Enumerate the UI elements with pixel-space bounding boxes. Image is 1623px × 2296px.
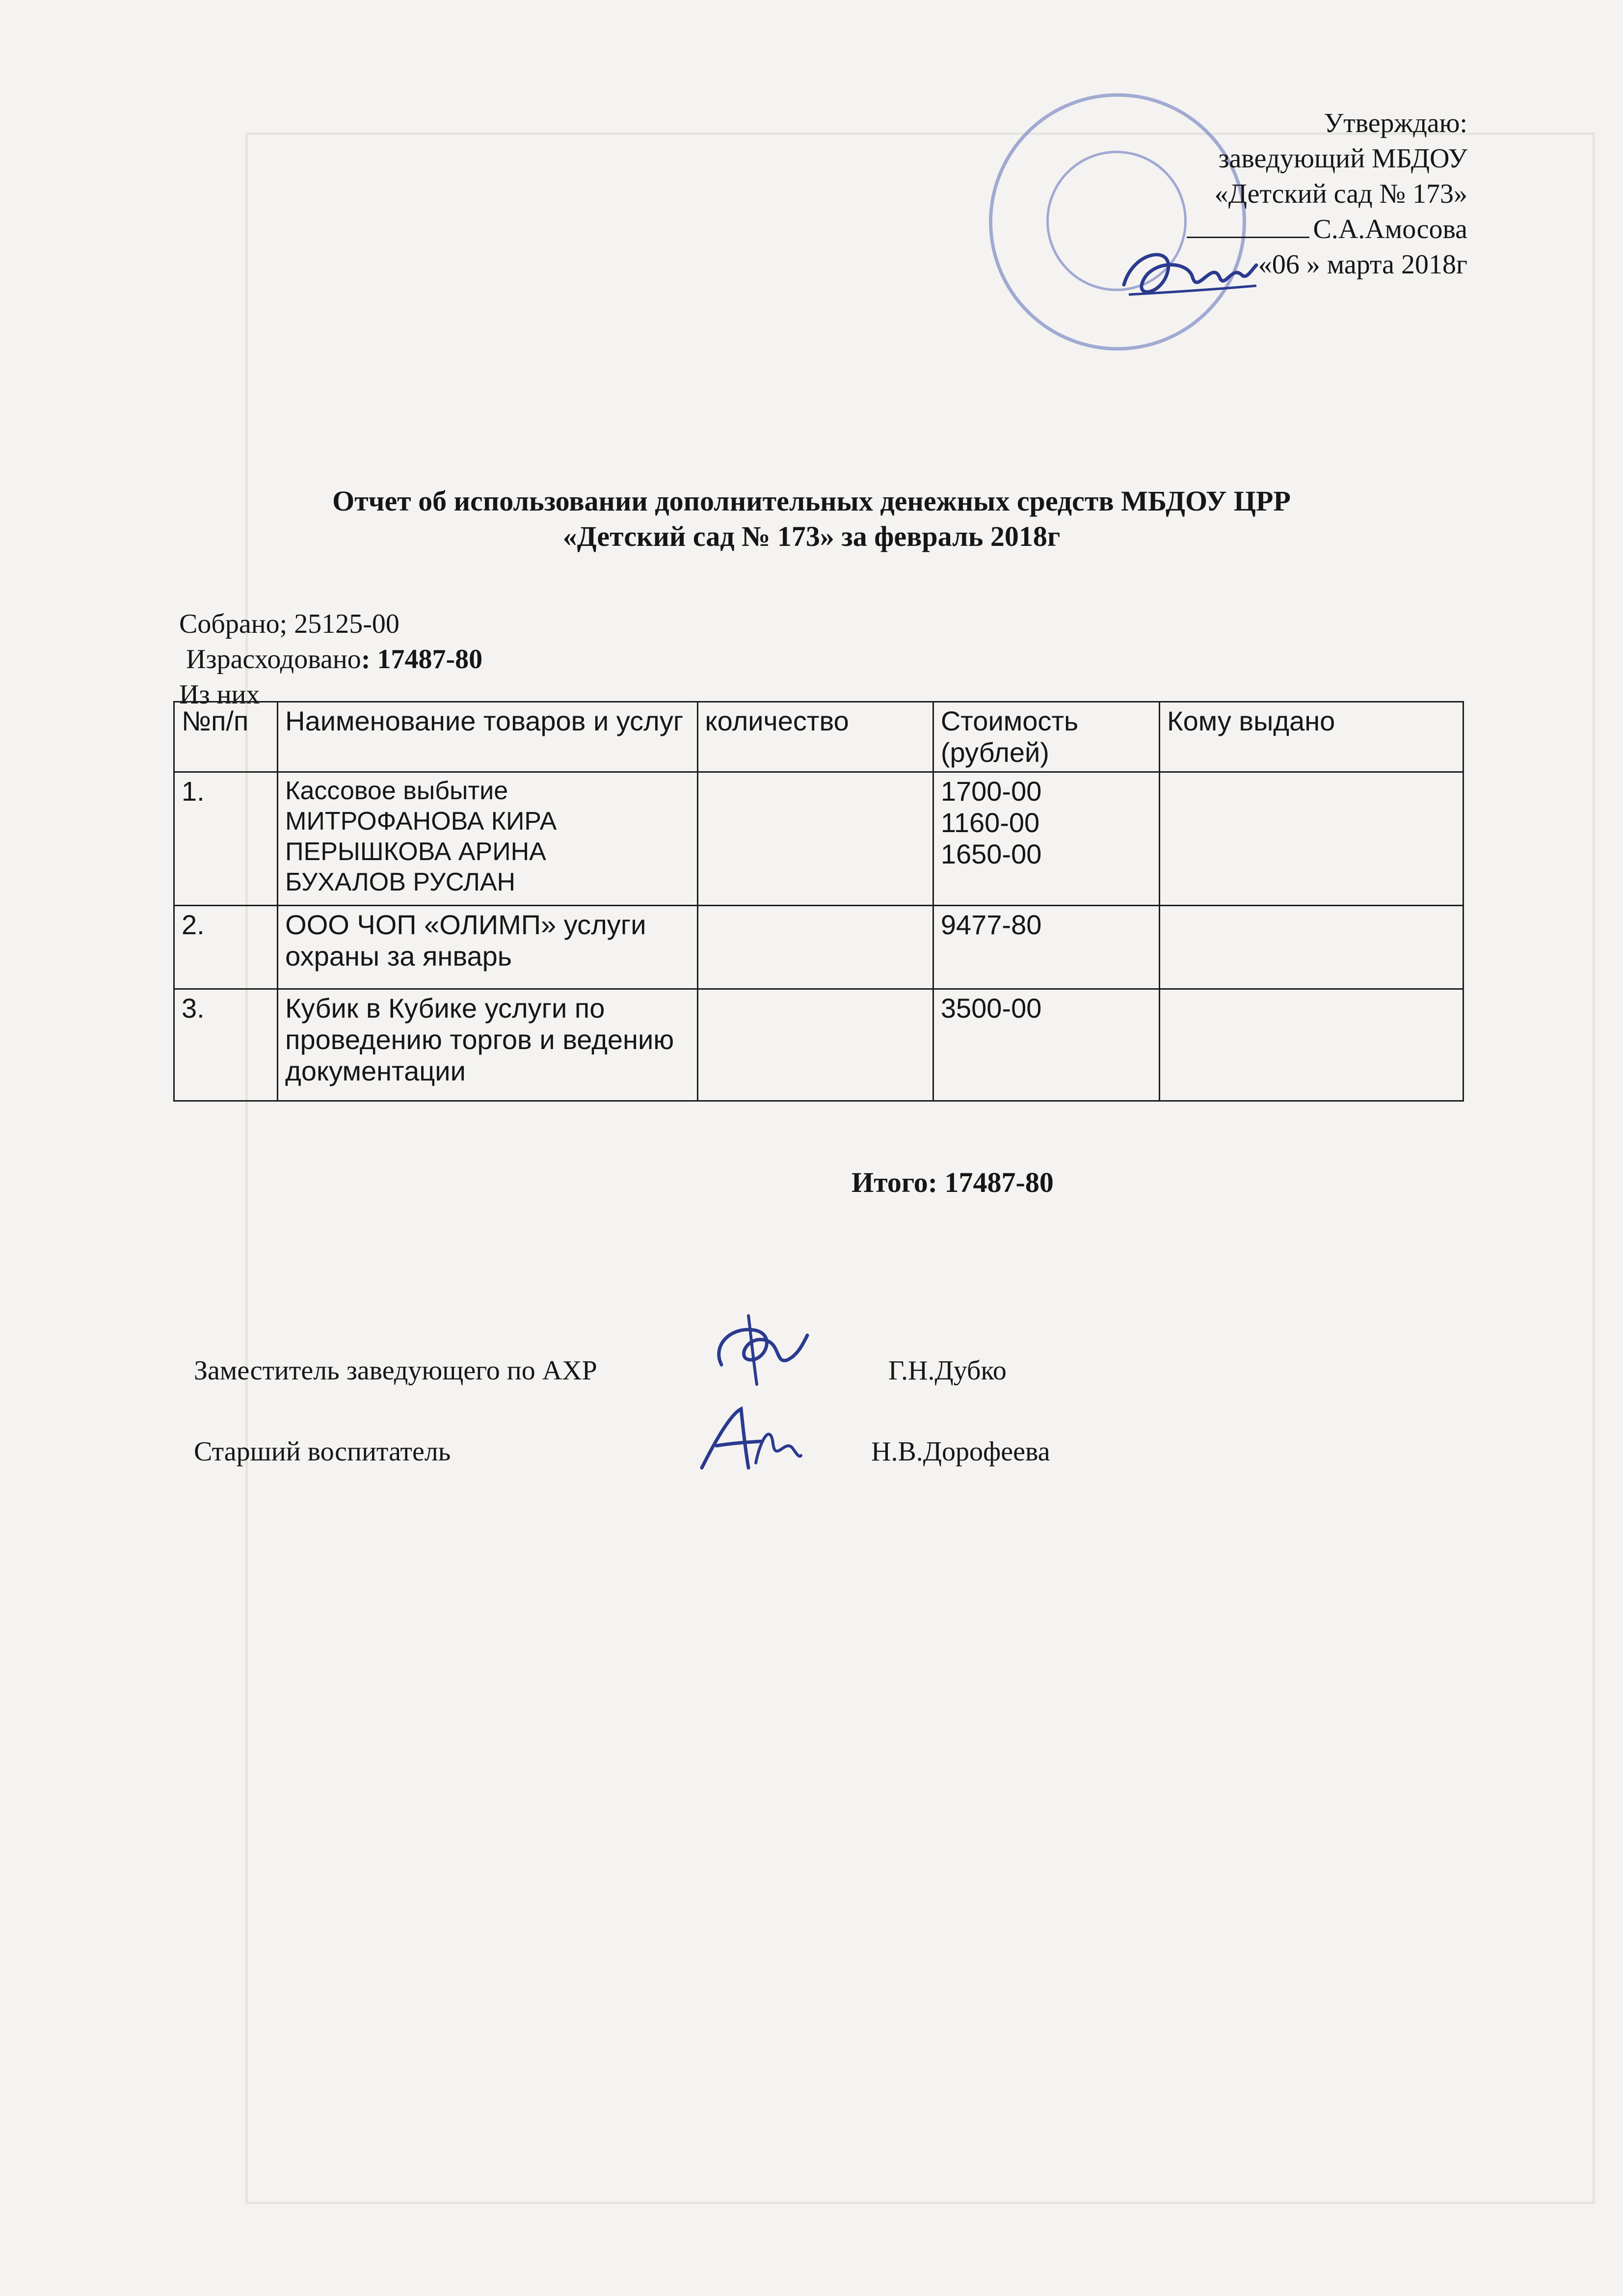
row-quantity <box>697 772 933 906</box>
header-recipient: Кому выдано <box>1159 702 1463 772</box>
row-item-name <box>278 906 697 989</box>
table-header-row <box>174 702 1463 772</box>
report-title <box>0 484 1623 554</box>
signer-position: Старший воспитатель <box>194 1436 451 1467</box>
item-line: ПЕРЫШКОВА АРИНА <box>285 837 546 866</box>
row-item-name <box>278 989 697 1101</box>
cost-line: 9477-80 <box>940 909 1042 940</box>
cost-line: 1650-00 <box>940 838 1042 869</box>
approval-name: С.А.Амосова <box>1313 214 1467 244</box>
table-row <box>174 989 1463 1101</box>
spent-line <box>179 642 482 677</box>
table-row <box>174 772 1463 906</box>
deputy-signature <box>702 1306 815 1389</box>
row-quantity <box>697 906 933 989</box>
of-them-label: Из них <box>179 679 260 710</box>
title-line-2: «Детский сад № 173» за февраль 2018г <box>562 520 1061 552</box>
item-line: БУХАЛОВ РУСЛАН <box>285 868 516 896</box>
item-line: ООО ЧОП «ОЛИМП» услуги <box>285 909 646 940</box>
spent-value: : 17487-80 <box>361 644 483 675</box>
cost-line: 1160-00 <box>940 807 1040 838</box>
item-line: Кубик в Кубике услуги по <box>285 993 605 1024</box>
approval-date: «06 » марта 2018г <box>1258 249 1467 280</box>
signer-name: Г.Н.Дубко <box>888 1355 1007 1386</box>
summary-block <box>179 606 482 712</box>
signer-position: Заместитель заведующего по АХР <box>194 1355 597 1386</box>
expenses-table <box>173 701 1464 1102</box>
row-number: 2. <box>174 906 278 989</box>
row-number: 1. <box>174 772 278 906</box>
row-cost <box>933 989 1159 1101</box>
item-line: Кассовое выбытие <box>285 777 508 805</box>
collected-amount: Собрано; 25125-00 <box>179 609 399 639</box>
signer-name: Н.В.Дорофеева <box>871 1436 1050 1467</box>
spent-label: Израсходовано <box>186 644 361 675</box>
approval-heading: Утверждаю: <box>1324 108 1467 138</box>
row-quantity <box>697 989 933 1101</box>
row-recipient <box>1159 772 1463 906</box>
header-item-name: Наименование товаров и услуг <box>278 702 697 772</box>
item-line: проведению торгов и ведению <box>285 1024 674 1055</box>
table-row <box>174 906 1463 989</box>
approval-organization: «Детский сад № 173» <box>1214 179 1467 209</box>
item-line: документации <box>285 1055 466 1086</box>
cost-line: 3500-00 <box>940 993 1042 1024</box>
item-line: МИТРОФАНОВА КИРА <box>285 807 557 836</box>
item-line: охраны за январь <box>285 941 512 972</box>
header-quantity: количество <box>697 702 933 772</box>
row-recipient <box>1159 989 1463 1101</box>
row-item-name <box>278 772 697 906</box>
title-line-1: Отчет об использовании дополнительных денежных средств МБДОУ ЦРР <box>332 485 1291 517</box>
cost-line: 1700-00 <box>940 776 1042 807</box>
director-signature <box>1114 231 1261 314</box>
header-number: №п/п <box>174 702 278 772</box>
header-cost: Стоимость (рублей) <box>933 702 1159 772</box>
row-cost <box>933 772 1159 906</box>
total-amount: Итого: 17487-80 <box>851 1166 1054 1198</box>
row-number: 3. <box>174 989 278 1101</box>
senior-educator-signature <box>687 1394 805 1483</box>
row-cost <box>933 906 1159 989</box>
approval-position: заведующий МБДОУ <box>1218 143 1467 174</box>
row-recipient <box>1159 906 1463 989</box>
